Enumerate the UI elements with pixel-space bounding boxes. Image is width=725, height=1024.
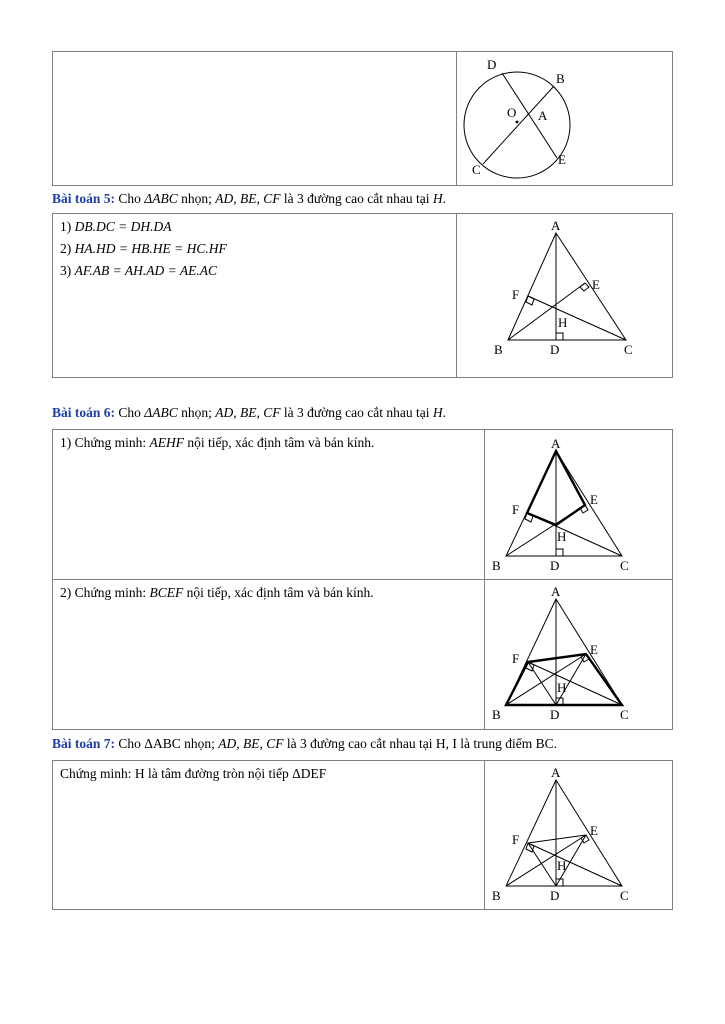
label-h: H [557, 529, 567, 544]
triangle-figure-6-1 [490, 436, 640, 576]
label-b: B [556, 71, 565, 86]
right-angle-f [526, 296, 534, 305]
label-b: B [492, 888, 501, 903]
problem-6-part-2: 2) Chứng minh: BCEF nội tiếp, xác định tâm và bán kính. [60, 585, 374, 600]
problem-5-altitudes: AD, BE, CF [215, 191, 281, 206]
segment-fe [528, 835, 586, 843]
label-e: E [590, 492, 598, 507]
problem-6-part-1: 1) Chứng minh: AEHF nội tiếp, xác định tâm và bán kính. [60, 435, 375, 450]
label-f: F [512, 287, 520, 302]
problem-7-heading: Bài toán 7: Cho ΔABC nhọn; AD, BE, CF là 3 đường cao cắt nhau tại H, I là trung điểm BC. [52, 736, 557, 751]
problem-6-triangle: ΔABC [144, 405, 178, 420]
right-angle-d [556, 333, 563, 340]
label-a: A [551, 436, 561, 451]
right-angle-e [580, 283, 589, 291]
label-a: A [551, 765, 561, 780]
label-f: F [512, 502, 520, 517]
right-angle-f [526, 843, 534, 852]
problem-7-divider [484, 760, 485, 910]
problem-6-altitudes: AD, BE, CF [215, 405, 281, 420]
label-c: C [624, 342, 633, 357]
label-d: D [550, 558, 560, 573]
label-h: H [557, 858, 567, 873]
triangle-figure-6-2 [490, 585, 640, 725]
problem-5-item-3: 3) AF.AB = AH.AD = AE.AC [60, 263, 217, 278]
label-e: E [558, 152, 566, 167]
label-b: B [492, 707, 501, 722]
label-e: E [592, 277, 600, 292]
label-e: E [590, 823, 598, 838]
label-d: D [550, 707, 560, 722]
label-f: F [512, 651, 520, 666]
problem-7-claim: Chứng minh: H là tâm đường tròn nội tiếp ΔDEF [60, 766, 327, 781]
problem-5-heading: Bài toán 5: Cho ΔABC nhọn; AD, BE, CF là 3 đường cao cắt nhau tại H. [52, 191, 446, 206]
problem-6-row-divider [52, 579, 673, 580]
problem-5-triangle: ΔABC [144, 191, 178, 206]
center-point-o [516, 121, 519, 124]
label-f: F [512, 832, 520, 847]
triangle-figure-5 [492, 220, 642, 365]
circle-figure [457, 52, 672, 185]
label-a: A [551, 584, 561, 599]
problem-6-label: Bài toán 6: [52, 405, 116, 420]
right-angle-f [526, 662, 534, 671]
label-o: O [507, 105, 517, 120]
triangle-figure-7 [490, 766, 640, 906]
problem-6-heading: Bài toán 6: Cho ΔABC nhọn; AD, BE, CF là 3 đường cao cắt nhau tại H. [52, 405, 446, 420]
problem-5-item-1: 1) DB.DC = DH.DA [60, 219, 172, 234]
label-d: D [550, 888, 560, 903]
label-e: E [590, 642, 598, 657]
label-c: C [472, 162, 481, 177]
label-b: B [494, 342, 503, 357]
label-h: H [557, 680, 567, 695]
label-a: A [551, 218, 561, 233]
label-d: D [550, 342, 560, 357]
label-c: C [620, 707, 629, 722]
label-c: C [620, 888, 629, 903]
label-h: H [558, 315, 568, 330]
label-a: A [538, 108, 548, 123]
problem-7-altitudes: AD, BE, CF [218, 736, 284, 751]
label-c: C [620, 558, 629, 573]
problem-5-label: Bài toán 5: [52, 191, 116, 206]
right-angle-d [556, 549, 563, 556]
label-b: B [492, 558, 501, 573]
altitude-be [508, 283, 585, 340]
problem-5-item-2: 2) HA.HD = HB.HE = HC.HF [60, 241, 227, 256]
problem-7-label: Bài toán 7: [52, 736, 116, 751]
label-d: D [487, 57, 497, 72]
problem-5-divider [456, 213, 457, 378]
